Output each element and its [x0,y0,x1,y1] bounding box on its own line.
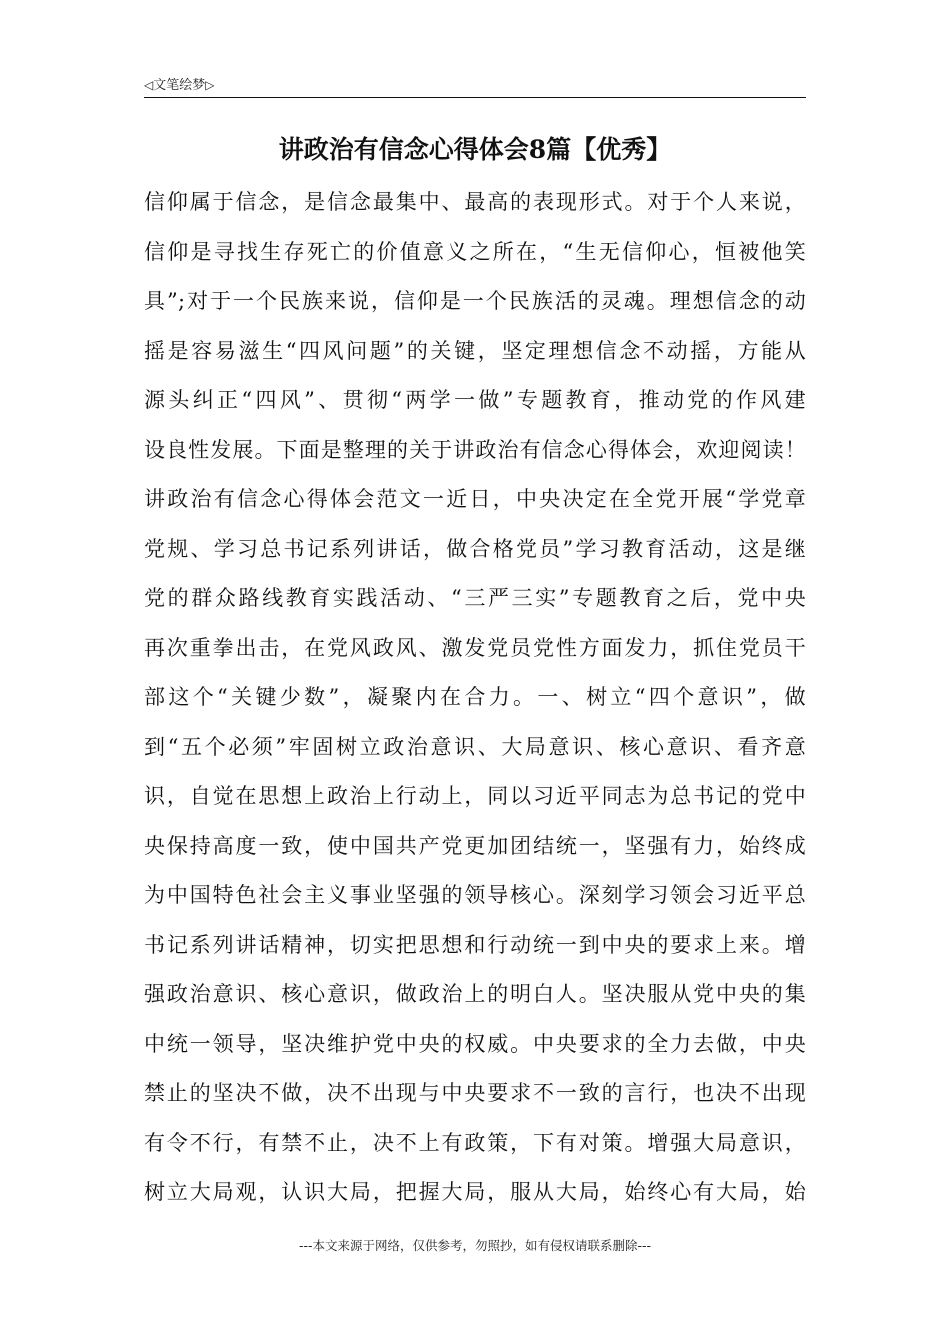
text-line: 信仰是寻找生存死亡的价值意义之所在，“生无信仰心，恒被他笑 [144,239,806,264]
header-brand-text: 文笔绘梦 [153,78,206,93]
text-line: 强政治意识、核心意识，做政治上的明白人。坚决服从党中央的集 [144,982,806,1006]
body-paragraph [144,178,806,1218]
text-line: 到“五个必须”牢固树立政治意识、大局意识、核心意识、看齐意 [144,734,806,759]
document-title: 讲政治有信念心得体会8篇【优秀】 [278,135,672,164]
text-line: 信仰属于信念，是信念最集中、最高的表现形式。对于个人来说， [144,190,806,214]
text-line: 中统一领导，坚决维护党中央的权威。中央要求的全力去做，中央 [144,1031,806,1056]
text-line: 禁止的坚决不做，决不出现与中央要求不一致的言行，也决不出现 [144,1081,806,1105]
page-header [144,76,806,98]
text-line: 党的群众路线教育实践活动、“三严三实”专题教育之后，党中央 [144,586,806,610]
text-line: 树立大局观，认识大局，把握大局，服从大局，始终心有大局，始 [144,1180,806,1204]
text-line: 部这个“关键少数”，凝聚内在合力。一、树立“四个意识”，做 [144,685,806,709]
right-triangle-icon: ▷ [205,78,215,92]
page-footer: ---本文来源于网络，仅供参考，勿照抄，如有侵权请联系删除--- [298,1238,652,1253]
text-line: 具”;对于一个民族来说，信仰是一个民族活的灵魂。理想信念的动 [144,289,806,313]
header-divider [144,97,806,98]
left-triangle-icon: ◁ [144,78,154,92]
text-line: 央保持高度一致，使中国共产党更加团结统一，坚强有力，始终成 [144,833,806,858]
text-line: 识，自觉在思想上政治上行动上，同以习近平同志为总书记的党中 [144,784,806,808]
text-line: 讲政治有信念心得体会范文一近日，中央决定在全党开展“学党章 [144,487,806,511]
text-line: 有令不行，有禁不止，决不上有政策，下有对策。增强大局意识， [144,1130,806,1155]
text-line: 为中国特色社会主义事业坚强的领导核心。深刻学习领会习近平总 [144,883,806,907]
text-line: 再次重拳出击，在党风政风、激发党员党性方面发力，抓住党员干 [144,635,806,660]
text-line: 书记系列讲话精神，切实把思想和行动统一到中央的要求上来。增 [144,932,806,957]
text-line: 设良性发展。下面是整理的关于讲政治有信念心得体会，欢迎阅读！ [144,437,806,462]
text-line: 党规、学习总书记系列讲话，做合格党员”学习教育活动，这是继 [144,536,806,561]
text-line: 摇是容易滋生“四风问题”的关键，坚定理想信念不动摇，方能从 [144,338,806,363]
text-line: 源头纠正“四风”、贯彻“两学一做”专题教育，推动党的作风建 [144,388,806,412]
